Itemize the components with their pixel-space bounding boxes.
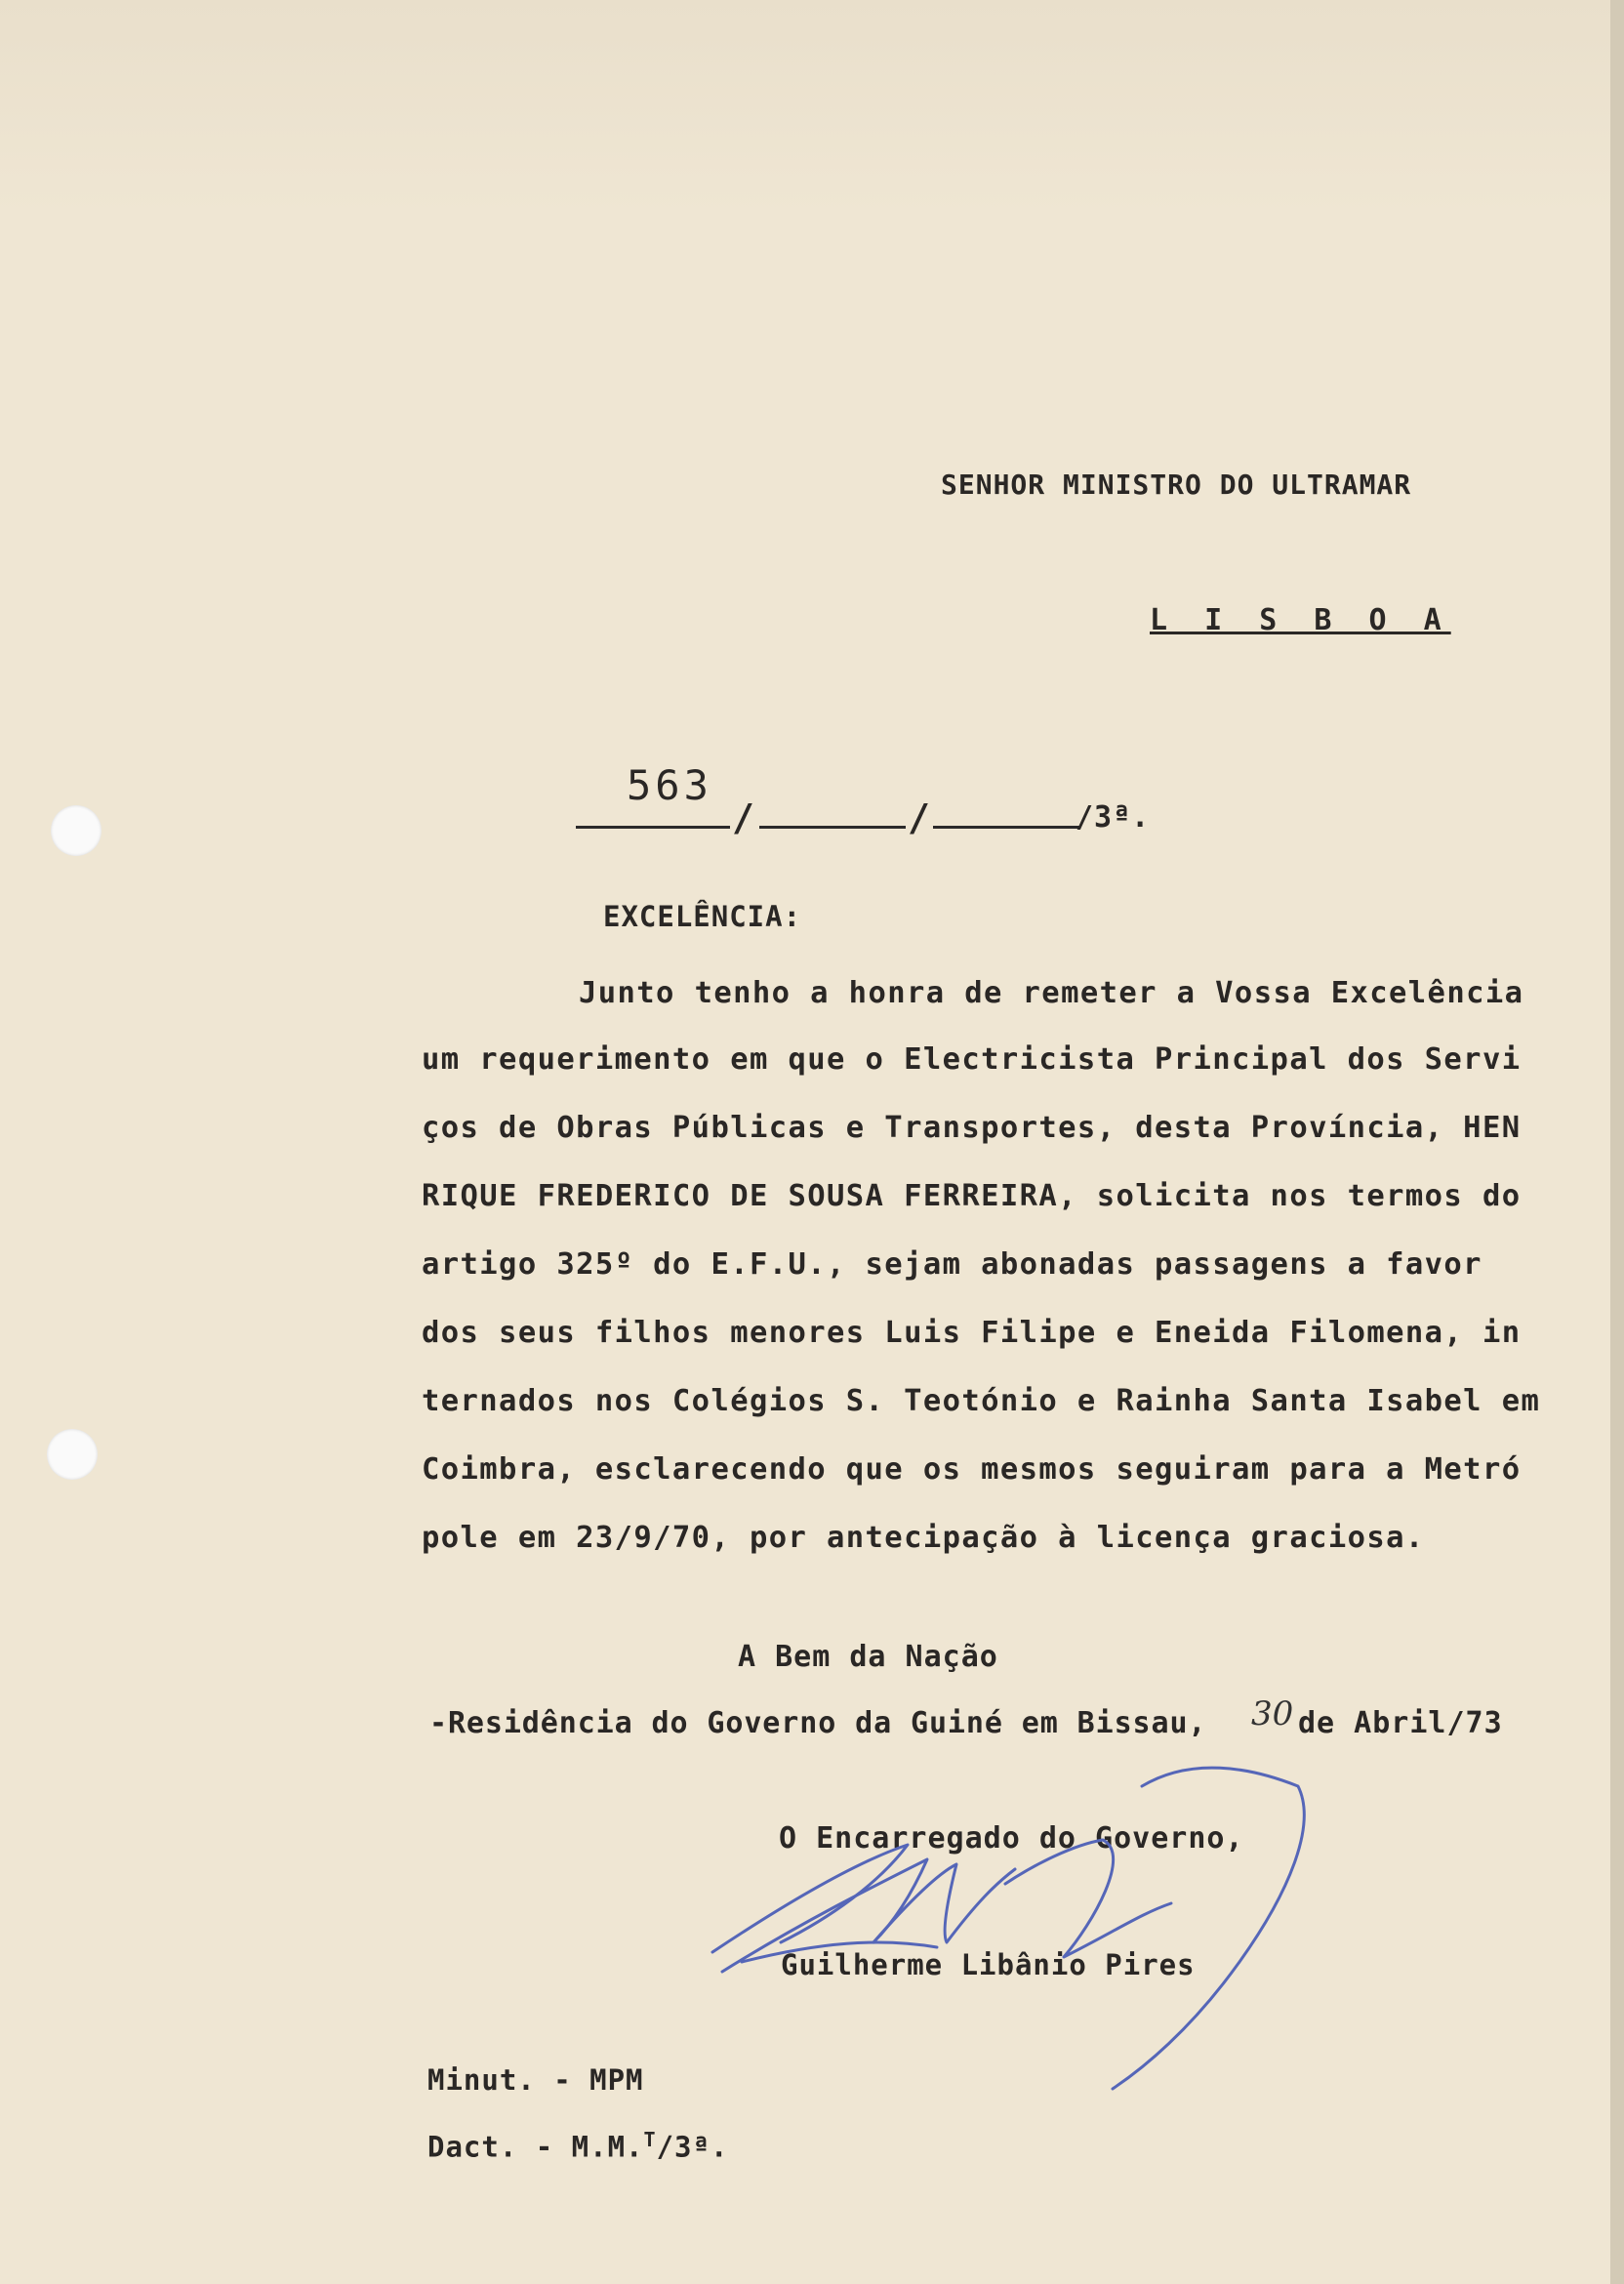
signature-stroke <box>1113 1768 1304 2089</box>
reference-slash: / <box>908 796 930 839</box>
salutation: EXCELÊNCIA: <box>603 900 802 933</box>
punch-hole-top <box>51 805 102 856</box>
reference-number: 563 <box>627 761 712 809</box>
body-line: RIQUE FREDERICO DE SOUSA FERREIRA, solicita nos termos do <box>422 1179 1522 1213</box>
footer-minut: Minut. - MPM <box>427 2063 644 2097</box>
paper-tint <box>0 0 1624 215</box>
footer-dact-prefix: Dact. - M.M. <box>427 2130 644 2164</box>
footer-dact-suffix: /3ª. <box>656 2130 729 2164</box>
signature-stroke <box>742 1942 937 1962</box>
reference-number-row <box>576 761 1161 839</box>
closing-place: -Residência do Governo da Guiné em Bissau, <box>429 1706 1207 1740</box>
addressee: SENHOR MINISTRO DO ULTRAMAR <box>941 469 1412 501</box>
body-line: Junto tenho a honra de remeter a Vossa Excelência <box>579 976 1524 1010</box>
punch-hole-bottom <box>47 1429 98 1480</box>
closing-place-line <box>429 1706 1206 1740</box>
signatory-name: Guilherme Libânio Pires <box>781 1948 1196 1981</box>
body-line: dos seus filhos menores Luis Filipe e Eneida Filomena, in <box>422 1316 1522 1350</box>
reference-blank-2 <box>759 826 906 829</box>
signature-title: O Encarregado do Governo, <box>779 1821 1244 1856</box>
signature-stroke <box>1005 1840 1171 1957</box>
closing-date: de Abril/73 <box>1298 1706 1503 1740</box>
handwritten-day: 30 <box>1251 1694 1294 1733</box>
closing-formula: A Bem da Nação <box>738 1640 998 1674</box>
body-line: ços de Obras Públicas e Transportes, desta Província, HEN <box>422 1111 1522 1145</box>
body-line: artigo 325º do E.F.U., sejam abonadas passagens a favor <box>422 1247 1482 1282</box>
reference-blank-3 <box>933 826 1079 829</box>
city-heading: L I S B O A <box>1150 603 1451 637</box>
handwritten-signature <box>683 1747 1366 2099</box>
footer-dact <box>427 2128 728 2164</box>
body-line: um requerimento em que o Electricista Principal dos Servi <box>422 1042 1522 1077</box>
paper-edge <box>1610 0 1624 2284</box>
body-line: ternados nos Colégios S. Teotónio e Rainha Santa Isabel em <box>422 1384 1541 1418</box>
reference-blank-1 <box>576 826 730 829</box>
reference-suffix: /3ª. <box>1076 800 1151 835</box>
body-line: Coimbra, esclarecendo que os mesmos seguiram para a Metró <box>422 1452 1522 1487</box>
body-line: pole em 23/9/70, por antecipação à licença graciosa. <box>422 1521 1425 1555</box>
footer-dact-sup: T <box>643 2128 657 2151</box>
reference-slash: / <box>732 796 754 839</box>
